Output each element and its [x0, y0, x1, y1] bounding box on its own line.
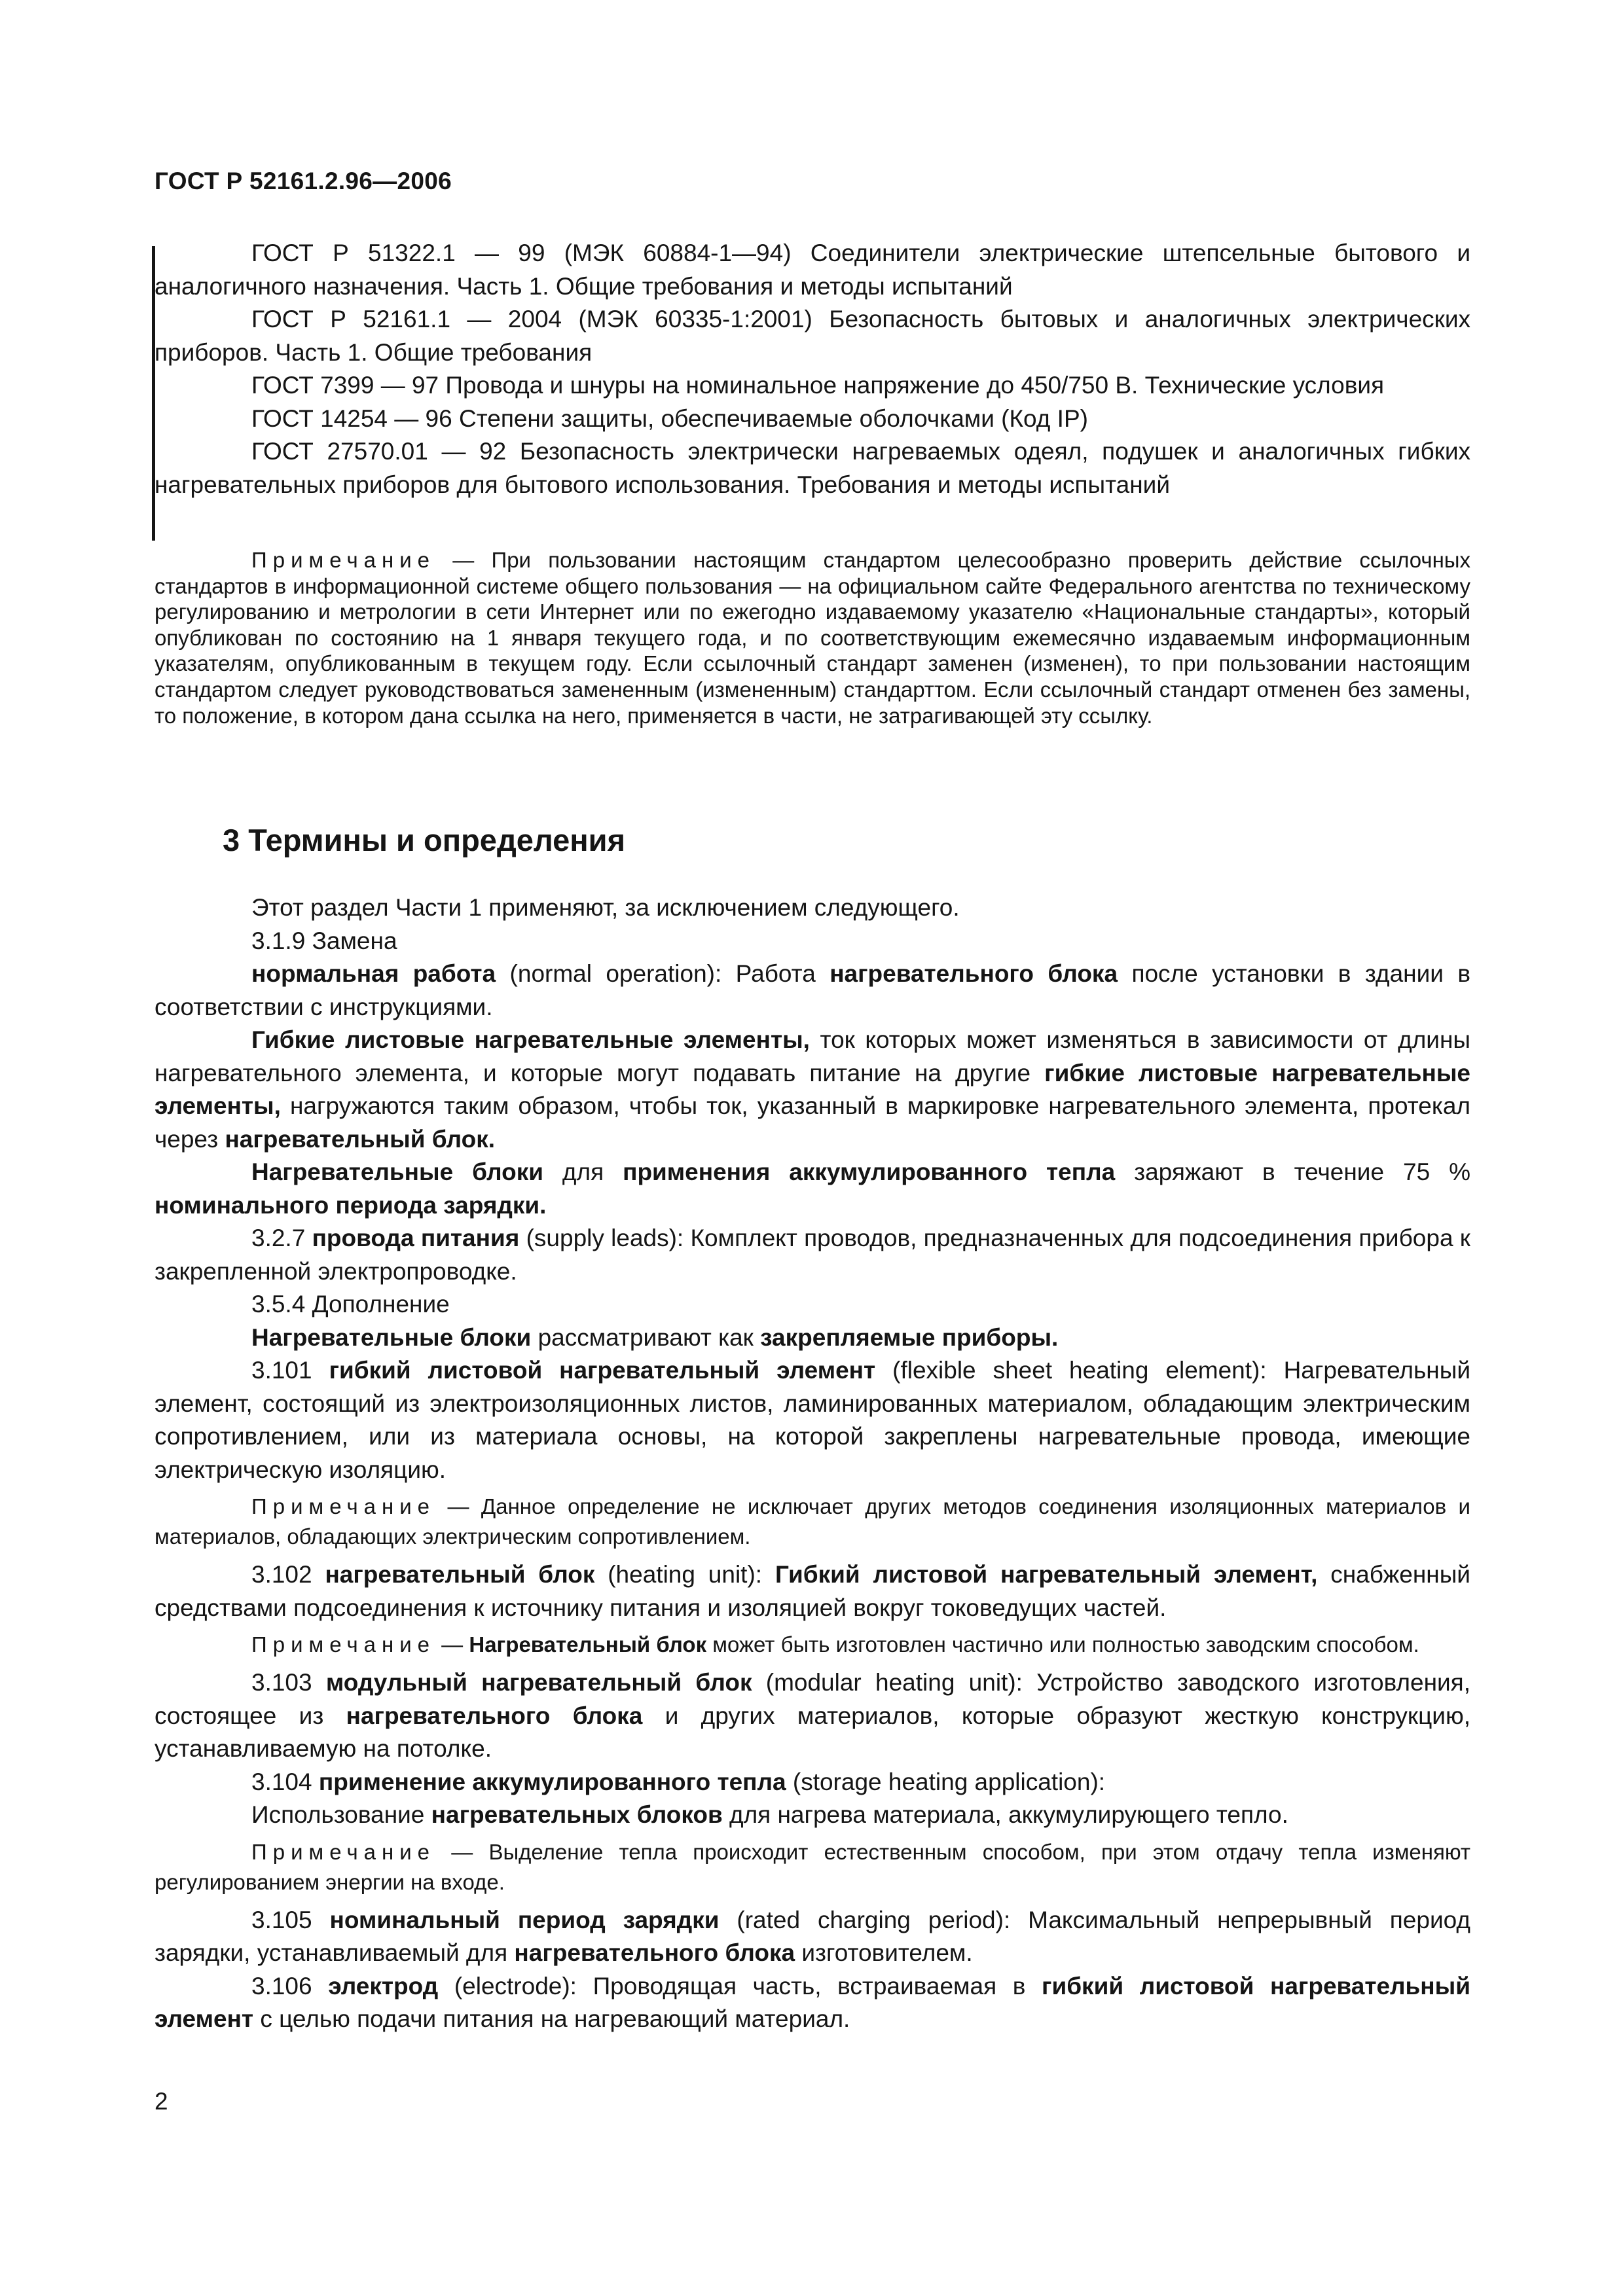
clause-3-105: 3.105 номинальный период зарядки (rated charging period): Максимальный непрерывный период зарядки, устанавливаемый для нагревательного блока изготовителем.	[155, 1906, 1470, 1966]
section-intro: Этот раздел Части 1 применяют, за исключением следующего.	[251, 894, 960, 921]
page-number: 2	[155, 2088, 168, 2115]
note-label: Примечание	[251, 1494, 436, 1518]
clause-3-104-usage: Использование нагревательных блоков для нагрева материала, аккумулирующего тепло.	[251, 1801, 1288, 1828]
storage-charging-paragraph: Нагревательные блоки для применения аккумулированного тепла заряжают в течение 75 % номинального периода зарядки.	[155, 1158, 1470, 1219]
clause-3-2-7: 3.2.7 провода питания (supply leads): Комплект проводов, предназначенных для подсоединения прибора к закрепленной электропроводке.	[155, 1225, 1470, 1285]
clause-3-1-9: 3.1.9 Замена	[251, 927, 397, 954]
note-3-104: Примечание — Выделение тепла происходит естественным способом, при этом отдачу тепла изменяют регулированием энергии на входе.	[155, 1839, 1470, 1894]
definition-normal-operation: нормальная работа (normal operation): Работа нагревательного блока после установки в здании в соответствии с инструкциями.	[155, 960, 1471, 1020]
reference-item: ГОСТ Р 51322.1 — 99 (МЭК 60884-1—94) Соединители электрические штепсельные бытового и аналогичного назначения. Часть 1. Общие требования и методы испытаний	[155, 240, 1470, 300]
reference-item: ГОСТ 7399 — 97 Провода и шнуры на номинальное напряжение до 450/750 В. Технические условия	[251, 372, 1385, 399]
note-3-101: Примечание — Данное определение не исключает других методов соединения изоляционных материалов и материалов, обладающих электрическим сопротивлением.	[155, 1494, 1470, 1549]
note-label: Примечание	[251, 548, 436, 572]
fixed-appliances-paragraph: Нагревательные блоки рассматривают как закрепляемые приборы.	[251, 1323, 1059, 1351]
note-label: Примечание	[251, 1839, 436, 1864]
reference-item: ГОСТ Р 52161.1 — 2004 (МЭК 60335-1:2001) Безопасность бытовых и аналогичных электрических приборов. Часть 1. Общие требования	[155, 306, 1470, 366]
note-3-102: Примечание — Нагревательный блок может быть изготовлен частично или полностью заводским способом.	[251, 1632, 1419, 1657]
clause-3-103: 3.103 модульный нагревательный блок (modular heating unit): Устройство заводского изготовления, состоящее из нагревательного блока и других материалов, которые образуют жесткую конструкцию, устанавливаемую на потолке.	[155, 1669, 1470, 1762]
flexible-elements-paragraph: Гибкие листовые нагревательные элементы, ток которых может изменяться в зависимости от длины нагревательного элемента, и которые могут подавать питание на другие гибкие листовые нагревательные элементы, нагружаются таким образом, чтобы ток, указанный в маркировке нагревательного элемента, протекал через нагревательный блок.	[155, 1026, 1471, 1153]
reference-item: ГОСТ 27570.01 — 92 Безопасность электрически нагреваемых одеял, подушек и аналогичных гибких нагревательных приборов для бытового использования. Требования и методы испытаний	[155, 438, 1470, 498]
reference-item: ГОСТ 14254 — 96 Степени защиты, обеспечиваемые оболочками (Код IP)	[251, 404, 1088, 432]
document-header: ГОСТ Р 52161.2.96—2006	[155, 168, 452, 194]
normative-references	[155, 237, 1470, 501]
references-note: Примечание — При пользовании настоящим стандартом целесообразно проверить действие ссылочных стандартов в информационной системе общего пользования — на официальном сайте Федерального агентства по техническому регулированию и метрологии в сети Интернет или по ежегодно издаваемому указателю «Национальные стандарты», который опубликован по состоянию на 1 января текущего года, и по соответствующим ежемесячно издаваемым информационным указателям, опубликованным в текущем году. Если ссылочный стандарт заменен (изменен), то при пользовании настоящим стандартом следует руководствоваться замененным (измененным) стандарттом. Если ссылочный стандарт отменен без замены, то положение, в котором дана ссылка на него, применяется в части, не затрагивающей эту ссылку.	[155, 548, 1471, 728]
section-body	[155, 891, 1470, 2036]
clause-3-104: 3.104 применение аккумулированного тепла (storage heating application):	[251, 1768, 1106, 1795]
clause-3-5-4: 3.5.4 Дополнение	[251, 1291, 450, 1318]
section-title: 3 Термины и определения	[223, 823, 625, 857]
note-label: Примечание	[251, 1632, 436, 1657]
clause-3-101: 3.101 гибкий листовой нагревательный элемент (flexible sheet heating element): Нагревательный элемент, состоящий из электроизоляционных листов, ламинированных материалом, обладающим электрическим сопротивлением, или из материала основы, на которой закреплены нагревательные провода, имеющие электрическую изоляцию.	[155, 1357, 1470, 1483]
note-text: При пользовании настоящим стандартом целесообразно проверить действие ссылочных стандартов в информационной системе общего пользования — на официальном сайте Федерального агентства по техническому регулированию и метрологии в сети Интернет или по ежегодно издаваемому указателю «Национальные стандарты», который опубликован по состоянию на 1 января текущего года, и по соответствующим ежемесячно издаваемым информационным указателям, опубликованным в текущем году. Если ссылочный стандарт заменен (изменен), то при пользовании настоящим стандартом следует руководствоваться замененным (измененным) стандарттом. Если ссылочный стандарт отменен без замены, то положение, в котором дана ссылка на него, применяется в части, не затрагивающей эту ссылку.	[155, 548, 1471, 728]
clause-3-102: 3.102 нагревательный блок (heating unit): Гибкий листовой нагревательный элемент, снабженный средствами подсоединения к источнику питания и изоляцией вокруг токоведущих частей.	[155, 1561, 1470, 1621]
clause-3-106: 3.106 электрод (electrode): Проводящая часть, встраиваемая в гибкий листовой нагревательный элемент с целью подачи питания на нагревающий материал.	[155, 1972, 1470, 2032]
